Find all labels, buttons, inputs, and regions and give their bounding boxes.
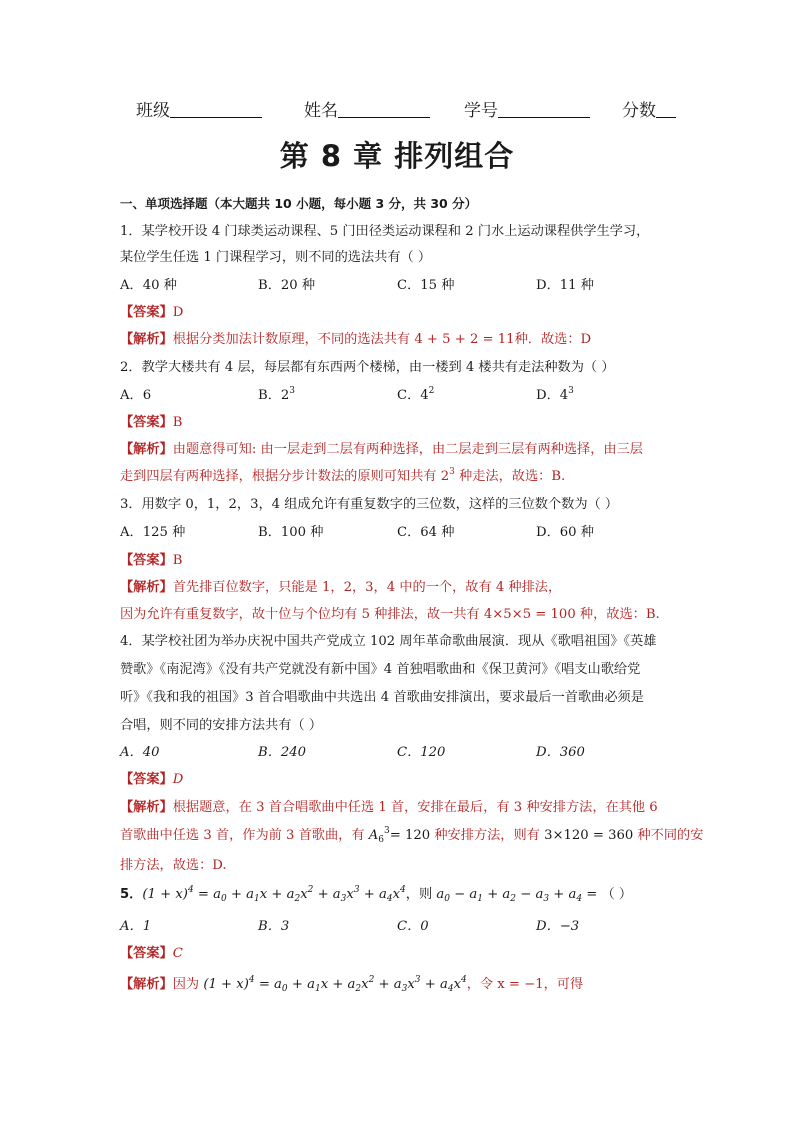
q5-answer: 【答案】C [120, 946, 183, 961]
q3-answer: 【答案】B [120, 553, 183, 568]
q4-analysis-line1: 【解析】根据题意，在 3 首合唱歌曲中任选 1 首，安排在最后，有 3 种安排方法，在其他 6 [120, 800, 658, 815]
q3-analysis-line2: 因为允许有重复数字，故十位与个位均有 5 种排法，故一共有 4×5×5 = 100 种，故选：B. [120, 607, 660, 622]
q2-analysis-line1: 【解析】由题意得可知: 由一层走到二层有两种选择，由二层走到三层有两种选择，由三层 [120, 442, 643, 457]
score-label: 分数 [622, 101, 656, 121]
q5-option-d: D．−3 [536, 919, 580, 934]
name-field [304, 96, 430, 121]
q1-analysis: 【解析】根据分类加法计数原理，不同的选法共有 4 + 5 + 2 = 11种．故选：D [120, 332, 592, 347]
id-blank [498, 99, 590, 118]
class-field [136, 96, 262, 121]
q5-analysis-line1: 【解析】因为 $(1 + x)^4 = a_0 + a_1x + a_2x^2 + a_3x^3 + a_4x^4$，令 x = −1，可得 [120, 975, 584, 994]
q4-text-line3: 听》《我和我的祖国》3 首合唱歌曲中共选出 4 首歌曲安排演出，要求最后一首歌曲必须是 [120, 690, 644, 705]
q2-option-c: C．$4^2$ [397, 386, 435, 403]
q5-option-a: A．1 [120, 919, 152, 934]
q5-option-c: C．0 [397, 919, 429, 934]
q3-option-a: A．125 种 [120, 525, 186, 540]
section-heading: 一、单项选择题（本大题共 10 小题，每小题 3 分，共 30 分） [120, 196, 478, 211]
q1-text-line1: 1．某学校开设 4 门球类运动课程、5 门田径类运动课程和 2 门水上运动课程供学生学习， [120, 224, 650, 239]
q5-sum-formula: $a_0 - a_1 + a_2 - a_3 + a_4$ = [436, 887, 602, 904]
q5-option-b: B．3 [258, 919, 290, 934]
q4-analysis-line2: 首歌曲中任选 3 首，作为前 3 首歌曲，有 $A_6^3= 120$ 种安排方法，则有 3×120 = 360 种不同的安 [120, 826, 704, 845]
q3-analysis-line1: 【解析】首先排百位数字，只能是 1，2，3，4 中的一个，故有 4 种排法， [120, 580, 562, 595]
q1-option-d: D．11 种 [536, 278, 594, 293]
q4-answer: 【答案】D [120, 772, 184, 787]
score-field [622, 96, 676, 121]
id-field [464, 96, 590, 121]
q4-text-line2: 赞歌》《南泥湾》《没有共产党就没有新中国》4 首独唱歌曲和《保卫黄河》《唱支山歌给党 [120, 662, 641, 677]
q4-option-a: A．40 [120, 745, 160, 760]
class-label: 班级 [136, 101, 170, 121]
student-info-header [136, 96, 696, 124]
q4-text-line4: 合唱，则不同的安排方法共有（ ） [120, 718, 323, 733]
q4-option-d: D．360 [536, 745, 585, 760]
q2-text-line1: 2．教学大楼共有 4 层，每层都有东西两个楼梯，由一楼到 4 楼共有走法种数为（ ） [120, 360, 615, 375]
class-blank [170, 99, 262, 118]
q2-option-b: B．$2^3$ [258, 386, 296, 403]
name-label: 姓名 [304, 101, 338, 121]
q3-text-line1: 3．用数字 0，1，2，3，4 组成允许有重复数字的三位数，这样的三位数个数为（ ） [120, 497, 619, 512]
q4-option-b: B．240 [258, 745, 307, 760]
q2-option-a: A．6 [120, 388, 152, 403]
id-label: 学号 [464, 101, 498, 121]
q4-option-c: C．120 [397, 745, 446, 760]
q4-text-line1: 4．某学校社团为举办庆祝中国共产党成立 102 周年革命歌曲展演．现从《歌唱祖国》《英雄 [120, 634, 657, 649]
q1-option-b: B．20 种 [258, 278, 316, 293]
q1-option-a: A．40 种 [120, 278, 177, 293]
name-blank [338, 99, 430, 118]
q3-option-b: B．100 种 [258, 525, 324, 540]
q2-analysis-line2: 走到四层有两种选择，根据分步计数法的原则可知共有 $2^3$ 种走法，故选：B. [120, 467, 566, 484]
q1-text-line2: 某位学生任选 1 门课程学习，则不同的选法共有（ ） [120, 250, 432, 265]
page-title: 第 8 章 排列组合 [279, 139, 515, 173]
q1-option-c: C．15 种 [397, 278, 455, 293]
q3-option-c: C．64 种 [397, 525, 455, 540]
q2-option-d: D．$4^3$ [536, 386, 574, 403]
q5-text-line1: 5．$(1 + x)^4 = a_0 + a_1x + a_2x^2 + a_3x^3 + a_4x^4$，则 $a_0 - a_1 + a_2 - a_3 + a_4$ = （ ） [120, 885, 633, 904]
q4-options [120, 743, 680, 763]
q3-options [120, 523, 680, 543]
q1-options [120, 276, 680, 296]
score-blank [656, 99, 676, 118]
q3-option-d: D．60 种 [536, 525, 594, 540]
q2-answer: 【答案】B [120, 415, 183, 430]
q2-options [120, 386, 680, 406]
q5-options [120, 917, 680, 937]
q1-answer: 【答案】D [120, 305, 184, 320]
q5-expansion-formula: $(1 + x)^4 = a_0 + a_1x + a_2x^2 + a_3x^3 + a_4x^4$ [142, 885, 406, 904]
q4-analysis-line3: 排方法，故选：D. [120, 858, 227, 873]
